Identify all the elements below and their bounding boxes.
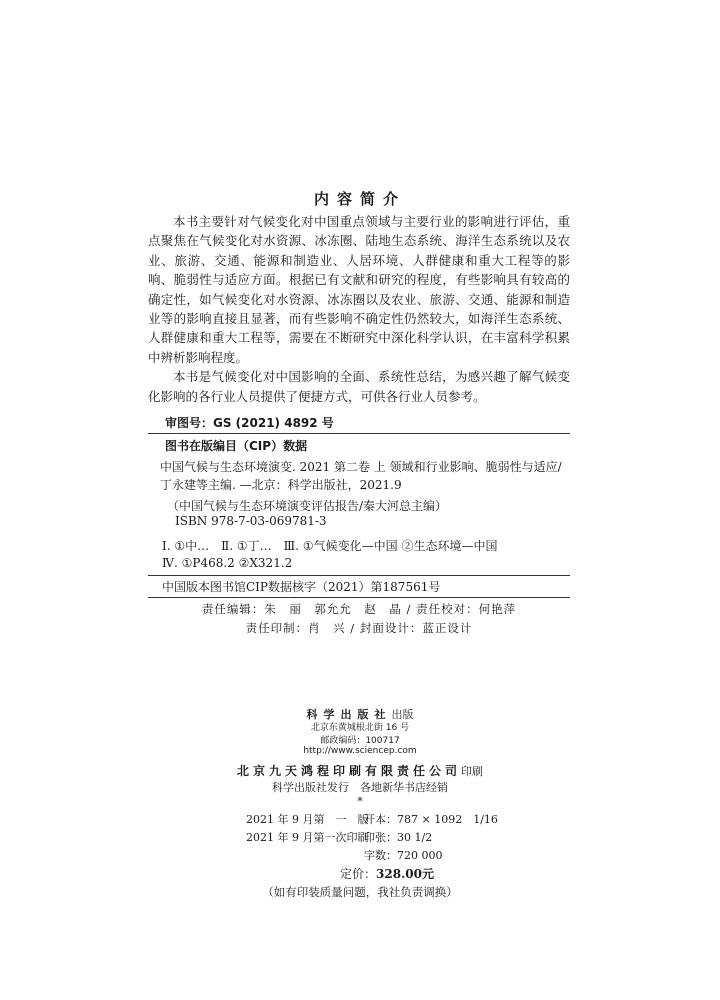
price [340, 865, 434, 882]
quality-note: （如有印装质量问题，我社负责调换） [262, 885, 458, 899]
cip-label: 图书在版编目（CIP）数据 [165, 439, 308, 453]
printer [0, 760, 720, 779]
summary-text [148, 212, 570, 406]
editors-line: 责任编辑：朱 丽 郭允允 赵 晶 / 责任校对：何艳萍 [201, 602, 517, 616]
cip-description: 中国气候与生态环境演变. 2021 第二卷 上 领域和行业影响、脆弱性与适应/丁永建等主编. —北京：科学出版社，2021.9 [160, 460, 562, 492]
distribution: 科学出版社发行 各地新华书店经销 [272, 781, 448, 794]
format: 开本：787 × 1092 1/16 [364, 813, 498, 826]
separator-star: * [357, 795, 363, 808]
publisher-name: 科学出版社 [306, 708, 392, 721]
map-approval-number: 审图号：GS (2021) 4892 号 [165, 416, 334, 430]
word-count: 字数：720 000 [364, 849, 443, 862]
publisher-website: http://www.sciencep.com [303, 746, 417, 756]
publisher-address: 北京东黄城根北街 16 号 [310, 723, 410, 733]
divider [148, 575, 570, 576]
price-value: 328.00元 [376, 867, 434, 881]
isbn: ISBN 978-7-03-069781-3 [175, 514, 327, 528]
printing: 2021 年 9 月第一次印刷 [246, 831, 369, 844]
printer-name: 北京九天鸿程印刷有限责任公司 [236, 764, 461, 778]
publisher-postcode: 邮政编码：100717 [320, 736, 400, 746]
cip-series: （中国气候与生态环境演变评估报告/秦大河总主编） [167, 499, 448, 513]
summary-paragraph: 本书主要针对气候变化对中国重点领域与主要行业的影响进行评估，重点聚焦在气候变化对水资源、冰冻圈、陆地生态系统、海洋生态系统以及农业、旅游、交通、能源和制造业、人居环境、人群健康和重大工程等的影响、脆弱性与适应方面。根据已有文献和研究的程度，有些影响具有较高的确定性，如气候变化对水资源、冰冻圈以及农业、旅游、交通、能源和制造业等的影响直接且显著，而有些影响不确定性仍然较大，如海洋生态系统、人群健康和重大工程等，需要在不断研究中深化科学认识，在丰富科学积累中辨析影响程度。 [148, 214, 570, 365]
cip-number: 中国版本图书馆CIP数据核字（2021）第187561号 [162, 580, 441, 594]
divider [148, 433, 570, 434]
cip-classification: Ⅰ. ①中… Ⅱ. ①丁… Ⅲ. ①气候变化—中国 ②生态环境—中国 [162, 539, 498, 553]
summary-title: 内容简介 [313, 190, 406, 208]
summary-paragraph: 本书是气候变化对中国影响的全面、系统性总结，为感兴趣了解气候变化影响的各行业人员提供了便捷方式，可供各行业人员参考。 [148, 369, 570, 404]
editors-line: 责任印制：肖 兴 / 封面设计：蓝正设计 [245, 621, 473, 635]
price-label: 定价： [340, 867, 377, 881]
cip-classification: Ⅳ. ①P468.2 ②X321.2 [162, 556, 293, 570]
sheets: 印张：30 1/2 [364, 831, 433, 844]
publisher-suffix: 出版 [391, 708, 414, 721]
printer-suffix: 印刷 [461, 765, 483, 778]
divider [148, 597, 570, 598]
edition: 2021 年 9 月第 一 版 [246, 813, 369, 826]
